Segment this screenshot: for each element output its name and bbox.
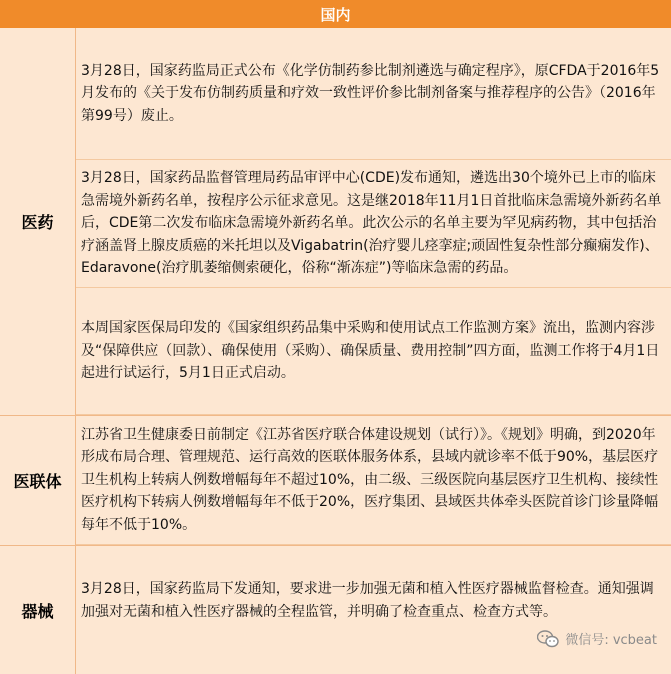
category-label: 医药 bbox=[21, 213, 54, 232]
header-title: 国内 bbox=[320, 5, 351, 24]
news-text: 3月28日，国家药监局正式公布《化学仿制药参比制剂遴选与确定程序》，原CFDA于2016年5月发布的《关于发布仿制药质量和疗效一致性评价参比制剂备案与推荐程序的公告》（2016年第99号）废止。 bbox=[81, 62, 660, 124]
news-text: 3月28日，国家药品监督管理局药品审评中心(CDE)发布通知，遴选出30个境外已上市的临床急需境外新药名单，按程序公示征求意见。这是继2018年11月1日首批临床急需境外新药名单后，CDE第二次发布临床急需境外新药名单。此次公示的名单主要为罕见病药物，其中包括治疗涵盖肾上腺皮质癌的米托坦以及Vigabatrin(治疗婴儿痉挛症;顽固性复杂性部分癫痫发作)、Edaravone(治疗肌萎缩侧索硬化，俗称“渐冻症”)等临床急需的药品。 bbox=[81, 170, 662, 277]
news-item bbox=[76, 288, 671, 415]
section-header bbox=[0, 0, 671, 28]
category-medical-alliance bbox=[0, 416, 76, 545]
wechat-icon bbox=[537, 630, 559, 648]
news-text: 3月28日，国家药监局下发通知，要求进一步加强无菌和植入性医疗器械监督检查。通知强调加强对无菌和植入性医疗器械的全程监管，并明确了检查重点、检查方式等。 bbox=[81, 581, 654, 620]
news-item bbox=[76, 160, 671, 288]
watermark bbox=[537, 629, 657, 648]
news-text: 本周国家医保局印发的《国家组织药品集中采购和使用试点工作监测方案》流出，监测内容涉及“保障供应（回款）、确保使用（采购）、确保质量、费用控制”四方面，监测工作将于4月1日起进行试运行，5月1日正式启动。 bbox=[81, 320, 660, 382]
news-text: 江苏省卫生健康委日前制定《江苏省医疗联合体建设规划（试行）》。《规划》明确，到2020年形成布局合理、管理规范、运行高效的医联体服务体系，县域内就诊率不低于90%，基层医疗卫生机构上转病人例数增幅每年不超过10%，由二级、三级医院向基层医疗卫生机构、接续性医疗机构下转病人例数增幅每年不低于20%，医疗集团、县域医共体牵头医院首诊门诊量降幅每年不低于10%。 bbox=[81, 426, 659, 533]
watermark-text: 微信号: vcbeat bbox=[565, 633, 657, 648]
category-devices bbox=[0, 546, 76, 674]
news-item bbox=[76, 546, 671, 674]
category-label: 医联体 bbox=[13, 472, 62, 491]
category-pharma bbox=[0, 28, 76, 415]
news-item bbox=[76, 28, 671, 160]
category-label: 器械 bbox=[21, 601, 54, 621]
news-item bbox=[76, 416, 671, 545]
